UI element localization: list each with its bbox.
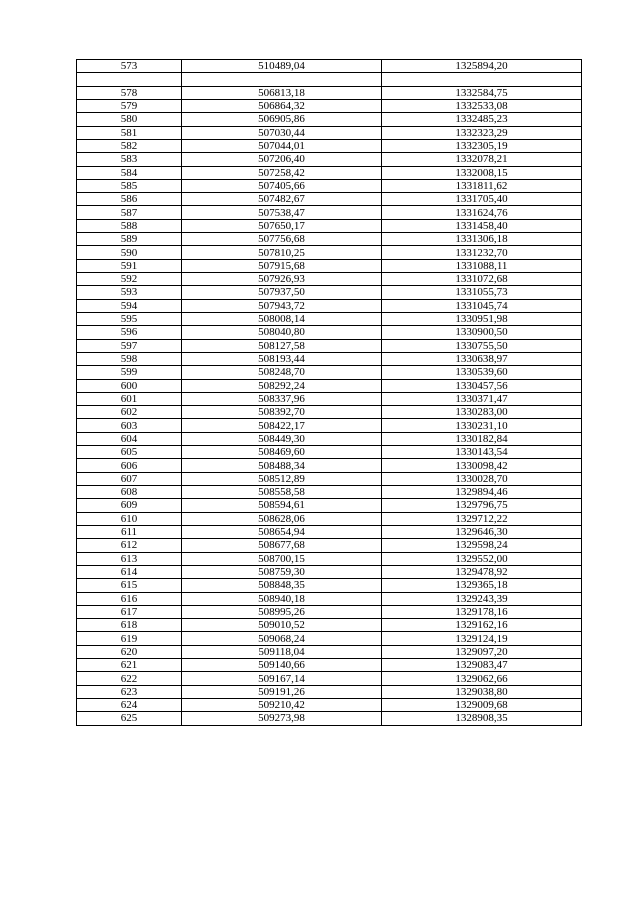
point-number-cell: 586 [77,193,182,206]
x-coordinate-cell: 508469,60 [182,446,382,459]
y-coordinate-cell: 1330143,54 [382,446,582,459]
x-coordinate-cell: 508008,14 [182,312,382,325]
y-coordinate-cell: 1329712,22 [382,512,582,525]
table-row [77,605,582,618]
point-number-cell: 588 [77,219,182,232]
y-coordinate-cell: 1331045,74 [382,299,582,312]
y-coordinate-cell: 1329124,19 [382,632,582,645]
point-number-cell: 625 [77,712,182,725]
y-coordinate-cell [382,73,582,86]
table-row [77,113,582,126]
y-coordinate-cell: 1330231,10 [382,419,582,432]
point-number-cell: 598 [77,352,182,365]
x-coordinate-cell: 507538,47 [182,206,382,219]
point-number-cell: 617 [77,605,182,618]
point-number-cell: 619 [77,632,182,645]
point-number-cell: 604 [77,432,182,445]
y-coordinate-cell: 1329062,66 [382,672,582,685]
y-coordinate-cell: 1329097,20 [382,645,582,658]
table-row [77,246,582,259]
point-number-cell: 609 [77,499,182,512]
point-number-cell: 623 [77,685,182,698]
x-coordinate-cell: 507405,66 [182,179,382,192]
y-coordinate-cell: 1331624,76 [382,206,582,219]
point-number-cell: 599 [77,366,182,379]
x-coordinate-cell: 508449,30 [182,432,382,445]
x-coordinate-cell: 508558,58 [182,486,382,499]
coordinates-table-body [77,60,582,726]
point-number-cell: 592 [77,273,182,286]
point-number-cell: 579 [77,99,182,112]
point-number-cell: 602 [77,406,182,419]
point-number-cell: 581 [77,126,182,139]
point-number-cell: 583 [77,153,182,166]
x-coordinate-cell: 507044,01 [182,139,382,152]
y-coordinate-cell: 1329796,75 [382,499,582,512]
table-row [77,60,582,73]
point-number-cell: 614 [77,565,182,578]
x-coordinate-cell: 507937,50 [182,286,382,299]
x-coordinate-cell: 508995,26 [182,605,382,618]
point-number-cell: 618 [77,619,182,632]
point-number-cell: 624 [77,699,182,712]
y-coordinate-cell: 1331088,11 [382,259,582,272]
point-number-cell: 622 [77,672,182,685]
point-number-cell: 595 [77,312,182,325]
point-number-cell: 603 [77,419,182,432]
table-row [77,392,582,405]
table-row [77,699,582,712]
table-row [77,299,582,312]
x-coordinate-cell: 508337,96 [182,392,382,405]
x-coordinate-cell: 508628,06 [182,512,382,525]
x-coordinate-cell: 507650,17 [182,219,382,232]
x-coordinate-cell: 507030,44 [182,126,382,139]
table-row [77,139,582,152]
point-number-cell: 585 [77,179,182,192]
point-number-cell: 590 [77,246,182,259]
table-row [77,619,582,632]
point-number-cell: 582 [77,139,182,152]
y-coordinate-cell: 1331458,40 [382,219,582,232]
x-coordinate-cell: 509273,98 [182,712,382,725]
point-number-cell: 605 [77,446,182,459]
y-coordinate-cell: 1329038,80 [382,685,582,698]
table-row [77,486,582,499]
table-row [77,539,582,552]
x-coordinate-cell [182,73,382,86]
table-row [77,259,582,272]
table-row [77,579,582,592]
table-row [77,459,582,472]
table-row [77,206,582,219]
y-coordinate-cell: 1331055,73 [382,286,582,299]
x-coordinate-cell: 508488,34 [182,459,382,472]
y-coordinate-cell: 1331072,68 [382,273,582,286]
table-row [77,472,582,485]
table-row [77,153,582,166]
point-number-cell: 573 [77,60,182,73]
point-number-cell: 620 [77,645,182,658]
y-coordinate-cell: 1330283,00 [382,406,582,419]
table-row [77,632,582,645]
y-coordinate-cell: 1332485,23 [382,113,582,126]
point-number-cell: 580 [77,113,182,126]
y-coordinate-cell: 1329552,00 [382,552,582,565]
x-coordinate-cell: 508193,44 [182,352,382,365]
y-coordinate-cell: 1330098,42 [382,459,582,472]
table-row [77,659,582,672]
table-row [77,86,582,99]
x-coordinate-cell: 508127,58 [182,339,382,352]
table-row [77,419,582,432]
x-coordinate-cell: 510489,04 [182,60,382,73]
point-number-cell: 600 [77,379,182,392]
y-coordinate-cell: 1330457,56 [382,379,582,392]
x-coordinate-cell: 508392,70 [182,406,382,419]
y-coordinate-cell: 1332008,15 [382,166,582,179]
y-coordinate-cell: 1328908,35 [382,712,582,725]
x-coordinate-cell: 508700,15 [182,552,382,565]
x-coordinate-cell: 507810,25 [182,246,382,259]
table-row [77,406,582,419]
point-number-cell: 591 [77,259,182,272]
table-row [77,712,582,725]
table-row [77,446,582,459]
table-row [77,73,582,86]
table-row [77,339,582,352]
y-coordinate-cell: 1332533,08 [382,99,582,112]
y-coordinate-cell: 1332305,19 [382,139,582,152]
point-number-cell: 615 [77,579,182,592]
table-row [77,672,582,685]
table-row [77,312,582,325]
x-coordinate-cell: 509068,24 [182,632,382,645]
table-row [77,565,582,578]
x-coordinate-cell: 507943,72 [182,299,382,312]
table-row [77,592,582,605]
y-coordinate-cell: 1329646,30 [382,525,582,538]
x-coordinate-cell: 507482,67 [182,193,382,206]
x-coordinate-cell: 509167,14 [182,672,382,685]
x-coordinate-cell: 508040,80 [182,326,382,339]
y-coordinate-cell: 1329178,16 [382,605,582,618]
y-coordinate-cell: 1329009,68 [382,699,582,712]
y-coordinate-cell: 1331705,40 [382,193,582,206]
point-number-cell: 593 [77,286,182,299]
y-coordinate-cell: 1330371,47 [382,392,582,405]
y-coordinate-cell: 1330755,50 [382,339,582,352]
table-row [77,366,582,379]
table-row [77,645,582,658]
table-row [77,525,582,538]
point-number-cell: 616 [77,592,182,605]
point-number-cell: 612 [77,539,182,552]
y-coordinate-cell: 1329243,39 [382,592,582,605]
y-coordinate-cell: 1329478,92 [382,565,582,578]
table-row [77,99,582,112]
x-coordinate-cell: 508848,35 [182,579,382,592]
y-coordinate-cell: 1332323,29 [382,126,582,139]
table-row [77,273,582,286]
y-coordinate-cell: 1329162,16 [382,619,582,632]
y-coordinate-cell: 1329083,47 [382,659,582,672]
x-coordinate-cell: 507926,93 [182,273,382,286]
table-row [77,685,582,698]
table-row [77,499,582,512]
x-coordinate-cell: 507258,42 [182,166,382,179]
y-coordinate-cell: 1331232,70 [382,246,582,259]
x-coordinate-cell: 506813,18 [182,86,382,99]
y-coordinate-cell: 1331306,18 [382,233,582,246]
table-row [77,193,582,206]
point-number-cell: 608 [77,486,182,499]
table-row [77,432,582,445]
point-number-cell: 596 [77,326,182,339]
y-coordinate-cell: 1330638,97 [382,352,582,365]
table-row [77,286,582,299]
x-coordinate-cell: 507756,68 [182,233,382,246]
x-coordinate-cell: 509191,26 [182,685,382,698]
point-number-cell: 607 [77,472,182,485]
table-row [77,326,582,339]
y-coordinate-cell: 1330182,84 [382,432,582,445]
point-number-cell: 589 [77,233,182,246]
x-coordinate-cell: 506905,86 [182,113,382,126]
x-coordinate-cell: 506864,32 [182,99,382,112]
x-coordinate-cell: 508654,94 [182,525,382,538]
x-coordinate-cell: 508422,17 [182,419,382,432]
y-coordinate-cell: 1329894,46 [382,486,582,499]
y-coordinate-cell: 1325894,20 [382,60,582,73]
point-number-cell: 594 [77,299,182,312]
coordinates-table [76,59,582,726]
table-row [77,379,582,392]
table-row [77,166,582,179]
x-coordinate-cell: 508292,24 [182,379,382,392]
y-coordinate-cell: 1329365,18 [382,579,582,592]
y-coordinate-cell: 1332078,21 [382,153,582,166]
x-coordinate-cell: 507206,40 [182,153,382,166]
y-coordinate-cell: 1331811,62 [382,179,582,192]
y-coordinate-cell: 1332584,75 [382,86,582,99]
x-coordinate-cell: 509210,42 [182,699,382,712]
point-number-cell: 610 [77,512,182,525]
table-row [77,179,582,192]
y-coordinate-cell: 1330951,98 [382,312,582,325]
table-row [77,512,582,525]
point-number-cell: 597 [77,339,182,352]
point-number-cell: 611 [77,525,182,538]
table-row [77,219,582,232]
y-coordinate-cell: 1330539,60 [382,366,582,379]
x-coordinate-cell: 508594,61 [182,499,382,512]
x-coordinate-cell: 509140,66 [182,659,382,672]
point-number-cell: 587 [77,206,182,219]
point-number-cell: 606 [77,459,182,472]
y-coordinate-cell: 1329598,24 [382,539,582,552]
x-coordinate-cell: 508512,89 [182,472,382,485]
point-number-cell [77,73,182,86]
point-number-cell: 578 [77,86,182,99]
table-row [77,552,582,565]
point-number-cell: 584 [77,166,182,179]
x-coordinate-cell: 509118,04 [182,645,382,658]
point-number-cell: 613 [77,552,182,565]
point-number-cell: 621 [77,659,182,672]
y-coordinate-cell: 1330900,50 [382,326,582,339]
x-coordinate-cell: 508248,70 [182,366,382,379]
x-coordinate-cell: 509010,52 [182,619,382,632]
x-coordinate-cell: 507915,68 [182,259,382,272]
point-number-cell: 601 [77,392,182,405]
table-row [77,233,582,246]
x-coordinate-cell: 508759,30 [182,565,382,578]
x-coordinate-cell: 508940,18 [182,592,382,605]
table-row [77,126,582,139]
y-coordinate-cell: 1330028,70 [382,472,582,485]
table-row [77,352,582,365]
x-coordinate-cell: 508677,68 [182,539,382,552]
